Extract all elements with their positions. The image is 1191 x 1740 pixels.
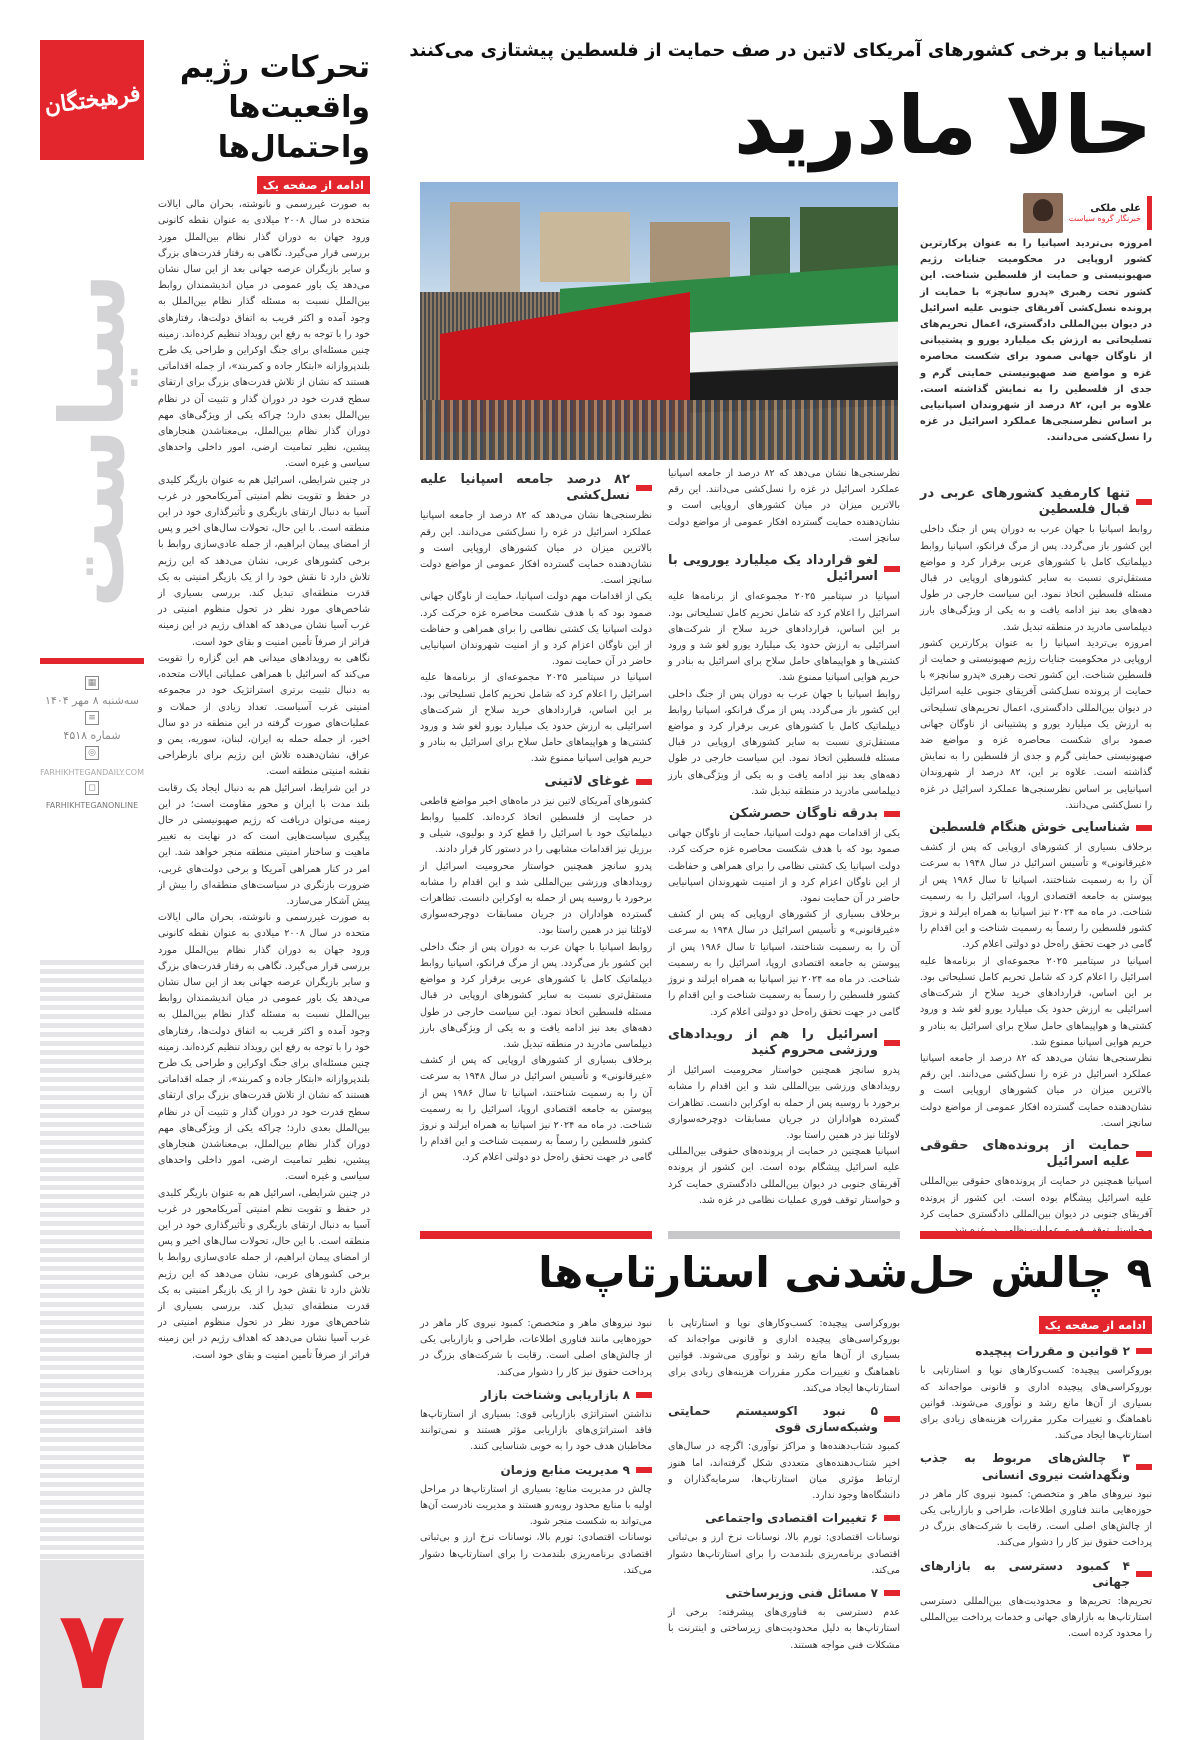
website-link[interactable]: FARHIKHTEGANDAILY.COM [40, 768, 144, 777]
bottom-column-2: بوروکراسی پیچیده: کسب‌وکارهای نوپا و استارتاپی با بوروکراسی‌های پیچیده اداری و قانونی مواجه‌اند که بسیاری از آن‌ها مانع رشد و نوآوری می‌شوند. قوانین ناهماهنگ و تغییرات مکرر مقررات هزینه‌های زیادی برای استارتاپ‌ها ایجاد می‌کند. ۵ نبود اکوسیستم حمایتی وشبکه‌سازی قوی کمبود شتاب‌دهنده‌ها و مراکز نوآوری: اگرچه در سال‌های اخیر شتاب‌دهنده‌های متعددی شکل گرفته‌اند، اما هنوز ارتباط مؤثری میان استارتاپ‌ها، سرمایه‌گذاران و دانشگاه‌ها وجود ندارد. ۶ تغییرات اقتصادی واجتماعی نوسانات اقتصادی: تورم بالا، نوسانات نرخ ارز و بی‌ثباتی اقتصادی برنامه‌ریزی بلندمدت را برای استارتاپ‌ها دشوار می‌کند. ۷ مسائل فنی وزیرساختی عدم دسترسی به فناوری‌های پیشرفته: برخی از استارتاپ‌ها به دلیل محدودیت‌های زیرساختی و اینترنت با مشکلات فنی مواجه هستند. [668, 1318, 900, 1651]
section-heading: تنها کارمفید کشورهای عربی در قبال فلسطین [920, 486, 1152, 518]
paragraph: به صورت غیررسمی و نانوشته، بحران مالی ایالات متحده در سال ۲۰۰۸ میلادی به عنوان نقطه کانونی ورود جهان به دوران گذار نظام بین‌الملل مورد بررسی قرار می‌گیرد. نگاهی به رفتار قدرت‌های بزرگ و سایر بازیگران عرصه جهانی بعد از این سال نشان می‌دهد یک باور عمومی در میان اندیشمندان روابط بین‌الملل نسبت به مسئله گذار نظام بین‌الملل به وجود آمده و اکثر قریب به اتفاق دولت‌ها، رفتارهای خود را با توجه به رفع این رویداد تنظیم کرده‌اند. زمینه چنین مسئله‌ای برای جنگ اوکراین و طراحی یک طرح بلندپروازانه «ابتکار جاده و کمربند»، از جمله اقداماتی هستند که نشان از تلاش قدرت‌های بزرگ برای ارتقای سطح قدرت خود در دوران گذار و تثبیت آن در نظام بین‌الملل بعدی دارد؛ چراکه یکی از ویژگی‌های مهم دوران گذار نظام بین‌الملل، بی‌معناشدن هنجارهای پیشین، نظیر تمامیت ارضی، امور داخلی واحدهای سیاسی و غیره است. [158, 912, 370, 1183]
section-heading: لغو قرارداد یک میلیارد یورویی با اسرائیل [668, 553, 900, 585]
issue-info [40, 658, 144, 810]
issue-date: سه‌شنبه ۸ مهر ۱۴۰۴ [45, 694, 139, 707]
paragraph: در این شرایط، اسرائیل هم به دنبال ایجاد یک رقابت بلند مدت با ایران و محور مقاومت است؛ در این زمینه می‌توان دریافت که رژیم صهیونیستی در حال پیگیری سیاست‌هایی است که در نهایت به تغییر ماهیت و ساختار امنیتی منطقه منجر خواهد شد. این امر در کنار همراهی آمریکا و برخی دولت‌های غربی، ضرورت بازنگری در سیاست‌های منطقه‌ای را بیش از پیش آشکار می‌سازد. [158, 782, 370, 907]
author-accent [1147, 196, 1152, 230]
main-headline: حالا مادرید [733, 79, 1152, 172]
paragraph: در چنین شرایطی، اسرائیل هم به عنوان بازیگر کلیدی در حفظ و تقویت نظم امنیتی آمریکامحور در غرب آسیا به دنبال ارتقای بازیگری و تأثیرگذاری خود در این منطقه است. با این حال، تحولات سال‌های اخیر و پس از امضای پیمان ابراهیم، از جمله عادی‌سازی روابط با برخی کشورهای عربی، نشان می‌دهد که این رژیم تلاش دارد تا نقش خود را از یک بازیگر امنیتی به یک قدرت منطقه‌ای تبدیل کند. بررسی بسیاری از شاخص‌های مورد نظر در تحول منظوم امنیتی در غرب آسیا نشان می‌دهد که اهداف رژیم در این زمینه فراتر از صرفاً تأمین امنیت و بقای خود است. [158, 1187, 370, 1361]
article-column-3: ۸۲ درصد جامعه اسپانیا علیه نسل‌کشی نظرسنجی‌ها نشان می‌دهد که ۸۲ درصد از جامعه اسپانیا عملکرد اسرائیل در غزه را نسل‌کشی می‌دانند. این رقم بالاترین میزان در میان کشورهای اروپایی است و نشان‌دهنده حمایت گسترده افکار عمومی از مواضع دولت سانچز است. یکی از اقدامات مهم دولت اسپانیا، حمایت از ناوگان جهانی صمود بود که با هدف شکست محاصره غزه حرکت کرد. دولت اسپانیا یک کشتی نظامی را برای همراهی و حفاظت از این ناوگان اعزام کرد و از امنیت شهروندان اسپانیایی حاضر در آن حمایت نمود. اسپانیا در سپتامبر ۲۰۲۵ مجموعه‌ای از برنامه‌ها علیه اسرائیل را اعلام کرد که شامل تحریم کامل تسلیحاتی بود. بر این اساس، قراردادهای خرید سلاح از شرکت‌های اسرائیلی به ارزش حدود یک میلیارد یورو لغو شد و ورود کشتی‌ها و هواپیماهای حامل سلاح برای اسرائیل به بنادر و حریم هوایی اسپانیا ممنوع شد. غوغای لاتینی کشورهای آمریکای لاتین نیز در ماه‌های اخیر مواضع قاطعی در حمایت از فلسطین اتخاذ کرده‌اند. کلمبیا روابط دیپلماتیک خود با اسرائیل را قطع کرد و بولیوی، شیلی و برزیل نیز اقدامات مشابهی را در دستور کار قرار دادند. پدرو سانچز همچنین خواستار محرومیت اسرائیل از رویدادهای ورزشی بین‌المللی شد و این اقدام را مشابه برخورد با روسیه پس از حمله به اوکراین دانست. تظاهرات گسترده هواداران در جریان مسابقات دوچرخه‌سواری لاوئلتا نیز در همین راستا بود. روابط اسپانیا با جهان عرب به دوران پس از جنگ داخلی این کشور باز می‌گردد. پس از مرگ فرانکو، اسپانیا روابط دیپلماتیک کامل با کشورهای عربی برقرار کرد و مواضع مستقل‌تری نسبت به سایر کشورهای اروپایی در قبال مسئله فلسطین اتخاذ نمود. این سیاست خارجی در طول دهه‌های بعد نیز ادامه یافت و به یکی از ویژگی‌های بارز دیپلماسی مادرید در منطقه تبدیل شد. برخلاف بسیاری از کشورهای اروپایی که پس از کشف «غیرقانونی» و تأسیس اسرائیل در سال ۱۹۴۸ به سرعت آن را به رسمیت شناختند، اسپانیا تا سال ۱۹۸۶ پس از پیوستن به جامعه اقتصادی اروپا، اسرائیل را به رسمیت شناخت. در ماه مه ۲۰۲۴ نیز اسپانیا به همراه ایرلند و نروژ کشور فلسطین را رسماً به رسمیت شناخت و این اقدام را گامی در جهت تحقق راه‌حل دو دولتی اعلام کرد. [420, 472, 653, 1164]
bottom-column-1: ادامه از صفحه یک ۲ قوانین و مقررات پیچیده بوروکراسی پیچیده: کسب‌وکارهای نوپا و استارتاپی با بوروکراسی‌های پیچیده اداری و قانونی مواجه‌اند که بسیاری از آن‌ها مانع رشد و نوآوری می‌شوند. قوانین ناهماهنگ و تغییرات مکرر مقررات هزینه‌های زیادی برای استارتاپ‌ها ایجاد می‌کند. ۳ چالش‌های مربوط به جذب ونگهداشت نیروی انسانی نبود نیروهای ماهر و متخصص: کمبود نیروی کار ماهر در حوزه‌هایی مانند فناوری اطلاعات، طراحی و بازاریابی یکی از چالش‌های اصلی است. رقابت با شرکت‌های بزرگ در پرداخت حقوق نیز کار را دشوار می‌کند. ۴ کمبود دسترسی به بازارهای جهانی تحریم‌ها: تحریم‌ها و محدودیت‌های بین‌المللی دسترسی استارتاپ‌ها به بازارهای جهانی و خدمات پرداخت بین‌المللی را محدود کرده است. [920, 1318, 1152, 1640]
page-number: ۷ [40, 1560, 144, 1740]
section-heading: غوغای لاتینی [420, 774, 652, 790]
author-role: خبرنگار گروه سیاست [1068, 214, 1141, 223]
section-name: سیاست [41, 272, 145, 608]
item-heading: ۳ چالش‌های مربوط به جذب ونگهداشت نیروی انسانی [920, 1450, 1152, 1482]
left-article-title: تحرکات رژیم واقعیت‌ها واحتمال‌ها [179, 50, 370, 165]
divider-bar [420, 1231, 652, 1239]
paragraph: به صورت غیررسمی و نانوشته، بحران مالی ایالات متحده در سال ۲۰۰۸ میلادی به عنوان نقطه کانونی ورود جهان به دوران گذار نظام بین‌الملل مورد بررسی قرار می‌گیرد. نگاهی به رفتار قدرت‌های بزرگ و سایر بازیگران عرصه جهانی بعد از این سال نشان می‌دهد یک باور عمومی در میان اندیشمندان روابط بین‌الملل نسبت به مسئله گذار نظام بین‌الملل به وجود آمده و اکثر قریب به اتفاق دولت‌ها، رفتارهای خود را با توجه به رفع این رویداد تنظیم کرده‌اند. زمینه چنین مسئله‌ای برای جنگ اوکراین و طراحی یک طرح بلندپروازانه «ابتکار جاده و کمربند»، از جمله اقداماتی هستند که نشان از تلاش قدرت‌های بزرگ برای ارتقای سطح قدرت خود در دوران گذار و تثبیت آن در نظام بین‌الملل بعدی دارد؛ چراکه یکی از ویژگی‌های مهم دوران گذار نظام بین‌الملل، بی‌معناشدن هنجارهای پیشین، نظیر تمامیت ارضی، امور داخلی واحدهای سیاسی و غیره است. [158, 199, 370, 470]
calendar-icon: ▦ [85, 676, 99, 690]
continued-tag: ادامه از صفحه یک [257, 176, 370, 194]
item-heading: ۹ مدیریت منابع وزمان [420, 1462, 652, 1478]
kicker: اسپانیا و برخی کشورهای آمریکای لاتین در صف حمایت از فلسطین پیشتازی می‌کنند [409, 40, 1152, 61]
item-heading: ۷ مسائل فنی وزیرساختی [668, 1585, 900, 1601]
left-strip [40, 40, 146, 1714]
main-photo [420, 182, 898, 460]
item-heading: ۲ قوانین و مقررات پیچیده [920, 1343, 1152, 1359]
paragraph: در چنین شرایطی، اسرائیل هم به عنوان بازیگر کلیدی در حفظ و تقویت نظم امنیتی آمریکامحور در غرب آسیا به دنبال ارتقای بازیگری و تأثیرگذاری خود در این منطقه است. با این حال، تحولات سال‌های اخیر و پس از امضای پیمان ابراهیم، از جمله عادی‌سازی روابط با برخی کشورهای عربی، نشان می‌دهد که این رژیم تلاش دارد تا نقش خود را از یک بازیگر امنیتی به یک قدرت منطقه‌ای تبدیل کند. بررسی بسیاری از شاخص‌های مورد نظر در تحول منظوم امنیتی در غرب آسیا نشان می‌دهد که اهداف رژیم در این زمینه فراتر از صرفاً تأمین امنیت و بقای خود است. [158, 474, 370, 648]
item-heading: ۸ بازاریابی وشناخت بازار [420, 1387, 652, 1403]
section-heading: حمایت از پرونده‌های حقوقی علیه اسرائیل [920, 1138, 1152, 1170]
article-column-1: تنها کارمفید کشورهای عربی در قبال فلسطین روابط اسپانیا با جهان عرب به دوران پس از جنگ داخلی این کشور باز می‌گردد. پس از مرگ فرانکو، اسپانیا روابط دیپلماتیک کامل با کشورهای عربی برقرار کرد و مواضع مستقل‌تری نسبت به سایر کشورهای اروپایی در قبال مسئله فلسطین اتخاذ نمود. این سیاست خارجی در طول دهه‌های بعد نیز ادامه یافت و به یکی از ویژگی‌های بارز دیپلماسی مادرید در منطقه تبدیل شد. امروزه بی‌تردید اسپانیا را به عنوان پرکارترین کشور اروپایی در محکومیت جنایات رژیم صهیونیستی و حمایت از فلسطین شناخت. این کشور تحت رهبری «پدرو سانچز» با حمایت از پرونده نسل‌کشی آفریقای جنوبی علیه اسرائیل در دیوان بین‌المللی دادگستری، اعمال تحریم‌های تسلیحاتی به ارزش یک میلیارد یورو و پشتیبانی از ناوگان جهانی صمود برای شکست محاصره غزه و مواضع ضد صهیونیستی حمایتی گرم و جدی از فلسطین را به نمایش گذاشته است. علاوه بر این، ۸۲ درصد از شهروندان اسپانیایی بر اساس نظرسنجی‌ها عملکرد اسرائیل در غزه را نسل‌کشی می‌دانند. شناسایی خوش هنگام فلسطین برخلاف بسیاری از کشورهای اروپایی که پس از کشف «غیرقانونی» و تأسیس اسرائیل در سال ۱۹۴۸ به سرعت آن را به رسمیت شناختند، اسپانیا تا سال ۱۹۸۶ پس از پیوستن به جامعه اقتصادی اروپا، اسرائیل را به رسمیت شناخت. در ماه مه ۲۰۲۴ نیز اسپانیا به همراه ایرلند و نروژ کشور فلسطین را رسماً به رسمیت شناخت و این اقدام را گامی در جهت تحقق راه‌حل دو دولتی اعلام کرد. اسپانیا در سپتامبر ۲۰۲۵ مجموعه‌ای از برنامه‌ها علیه اسرائیل را اعلام کرد که شامل تحریم کامل تسلیحاتی بود. بر این اساس، قراردادهای خرید سلاح از شرکت‌های اسرائیلی به ارزش حدود یک میلیارد یورو لغو شد و ورود کشتی‌ها و هواپیماهای حامل سلاح برای اسرائیل به بنادر و حریم هوایی اسپانیا ممنوع شد. نظرسنجی‌ها نشان می‌دهد که ۸۲ درصد از جامعه اسپانیا عملکرد اسرائیل در غزه را نسل‌کشی می‌دانند. این رقم بالاترین میزان در میان کشورهای اروپایی است و نشان‌دهنده حمایت گسترده افکار عمومی از مواضع دولت سانچز است. حمایت از پرونده‌های حقوقی علیه اسرائیل اسپانیا همچنین در حمایت از پرونده‌های حقوقی بین‌المللی علیه اسرائیل پیشگام بوده است. این کشور از پرونده آفریقای جنوبی در دیوان بین‌المللی دادگستری حمایت کرد [920, 486, 1153, 1220]
issue-number: شماره ۴۵۱۸ [63, 729, 121, 742]
author-avatar [1023, 193, 1063, 233]
section-heading: شناسایی خوش هنگام فلسطین [920, 820, 1152, 836]
document-icon: ≡ [85, 711, 99, 725]
bottom-column-3: نبود نیروهای ماهر و متخصص: کمبود نیروی کار ماهر در حوزه‌هایی مانند فناوری اطلاعات، طراحی و بازاریابی یکی از چالش‌های اصلی است. رقابت با شرکت‌های بزرگ در پرداخت حقوق نیز کار را دشوار می‌کند. ۸ بازاریابی وشناخت بازار نداشتن استراتژی بازاریابی قوی: بسیاری از استارتاپ‌ها فاقد استراتژی‌های بازاریابی مؤثر هستند و نمی‌توانند مخاطبان هدف خود را به خوبی شناسایی کنند. ۹ مدیریت منابع وزمان چالش در مدیریت منابع: بسیاری از استارتاپ‌ها در مراحل اولیه با منابع محدود روبه‌رو هستند و مدیریت نادرست آن‌ها می‌تواند به شکست منجر شود. نوسانات اقتصادی: تورم بالا، نوسانات نرخ ارز و بی‌ثباتی اقتصادی برنامه‌ریزی بلندمدت را برای استارتاپ‌ها دشوار می‌کند. [420, 1318, 652, 1576]
item-heading: ۵ نبود اکوسیستم حمایتی وشبکه‌سازی قوی [668, 1403, 900, 1435]
section-heading: بدرقه ناوگان حصرشکن [668, 806, 900, 822]
item-heading: ۶ تغییرات اقتصادی واجتماعی [668, 1510, 900, 1526]
bottom-headline: ۹ چالش حل‌شدنی استارتاپ‌ها [538, 1248, 1152, 1297]
continued-tag: ادامه از صفحه یک [1039, 1316, 1152, 1334]
article-column-2: نظرسنجی‌ها نشان می‌دهد که ۸۲ درصد از جامعه اسپانیا عملکرد اسرائیل در غزه را نسل‌کشی می‌دانند. این رقم بالاترین میزان در میان کشورهای اروپایی است و نشان‌دهنده حمایت گسترده افکار عمومی از مواضع دولت سانچز است. لغو قرارداد یک میلیارد یورویی با اسرائیل اسپانیا در سپتامبر ۲۰۲۵ مجموعه‌ای از برنامه‌ها علیه اسرائیل را اعلام کرد که شامل تحریم کامل تسلیحاتی بود. بر این اساس، قراردادهای خرید سلاح از شرکت‌های اسرائیلی به ارزش حدود یک میلیارد یورو لغو شد و ورود کشتی‌ها و هواپیماهای حامل سلاح برای اسرائیل به بنادر و حریم هوایی اسپانیا ممنوع شد. روابط اسپانیا با جهان عرب به دوران پس از جنگ داخلی این کشور باز می‌گردد. پس از مرگ فرانکو، اسپانیا روابط دیپلماتیک کامل با کشورهای عربی برقرار کرد و مواضع مستقل‌تری نسبت به سایر کشورهای اروپایی در قبال مسئله فلسطین اتخاذ نمود. این سیاست خارجی در طول دهه‌های بعد نیز ادامه یافت و به یکی از ویژگی‌های بارز دیپلماسی مادرید در منطقه تبدیل شد. بدرقه ناوگان حصرشکن یکی از اقدامات مهم دولت اسپانیا، حمایت از ناوگان جهانی صمود بود که با هدف شکست محاصره غزه حرکت کرد. دولت اسپانیا یک کشتی نظامی را برای همراهی و حفاظت از این ناوگان اعزام کرد و از امنیت شهروندان اسپانیایی حاضر در آن حمایت نمود. برخلاف بسیاری از کشورهای اروپایی که پس از کشف «غیرقانونی» و تأسیس اسرائیل در سال ۱۹۴۸ به سرعت آن را به رسمیت شناختند، اسپانیا تا سال ۱۹۸۶ پس از پیوستن به جامعه اقتصادی اروپا، اسرائیل را به رسمیت شناخت. در ماه مه ۲۰۲۴ نیز اسپانیا به همراه ایرلند و نروژ کشور فلسطین را رسماً به رسمیت شناخت و این اقدام را گامی در جهت تحقق راه‌حل دو دولتی اعلام کرد. اسرائیل را هم از رویدادهای ورزشی محروم کنید پدرو سانچز همچنین خواستار محرومیت اسرائیل از رویدادهای ورزشی بین‌المللی شد و این اقدام را مشابه برخورد با روسیه پس از حمله به اوکراین دانست. تظاهرات گسترده هواداران در جریان مسابقات دوچرخه‌سواری لاوئلتا نیز در همین راستا بود. اسپانیا همچنین در حمایت از پرونده‌های حقوقی بین‌المللی علیه اسرائیل پیشگام بوده است. این کشور از پرونده آفریقای جنوبی در دیوان بین‌المللی دادگستری حمایت کرد و خواستار توقف فوری عملیات نظامی در غزه شد. [668, 468, 901, 1206]
social-handle[interactable]: FARHIKHTEGANONLINE [45, 801, 139, 810]
author-name: علی ملکی [1090, 203, 1141, 214]
divider-bar [668, 1231, 900, 1239]
left-article-body [158, 176, 370, 1666]
divider-bar [920, 1231, 1152, 1239]
paragraph: نگاهی به رویدادهای میدانی هم این گزاره را تقویت می‌کند که اسرائیل با همراهی عملیاتی ایالات متحده، به دنبال تثبیت برتری استراتژیک خود در مجموعه امنیتی غرب آسیاست. تعداد زیادی از حملات و عملیات‌های صورت گرفته در این منطقه در دو سال اخیر، از جمله حمله به ایران، لبنان، سوریه، یمن و عراق، نشان‌دهنده تلاش این رژیم برای بازطراحی نقشه امنیتی منطقه است. [158, 652, 370, 778]
author-box [920, 196, 1152, 230]
section-heading: ۸۲ درصد جامعه اسپانیا علیه نسل‌کشی [420, 472, 652, 504]
item-heading: ۴ کمبود دسترسی به بازارهای جهانی [920, 1558, 1152, 1590]
globe-icon: ◎ [85, 746, 99, 760]
article-lead: امروزه بی‌تردید اسپانیا را به عنوان پرکارترین کشور اروپایی در محکومیت جنایات رژیم صهیونیستی و حمایت از فلسطین شناخت. این کشور تحت رهبری «پدرو سانچز» با حمایت از پرونده نسل‌کشی آفریقای جنوبی علیه اسرائیل در دیوان بین‌المللی دادگستری، اعمال تحریم‌های تسلیحاتی به ارزش یک میلیارد یورو و پشتیبانی از ناوگان جهانی صمود برای شکست محاصره غزه و مواضع ضد صهیونیستی حمایتی گرم و جدی از فلسطین را به نمایش گذاشته است. علاوه بر این، ۸۲ درصد از شهروندان اسپانیایی بر اساس نظرسنجی‌ها عملکرد اسرائیل در غزه را نسل‌کشی می‌دانند. [920, 238, 1152, 444]
section-heading: اسرائیل را هم از رویدادهای ورزشی محروم کنید [668, 1027, 900, 1059]
decorative-lines [40, 960, 144, 1620]
newspaper-logo[interactable] [40, 40, 144, 160]
logo-text: فرهیختگان [42, 80, 142, 120]
instagram-icon: ◻ [85, 781, 99, 795]
